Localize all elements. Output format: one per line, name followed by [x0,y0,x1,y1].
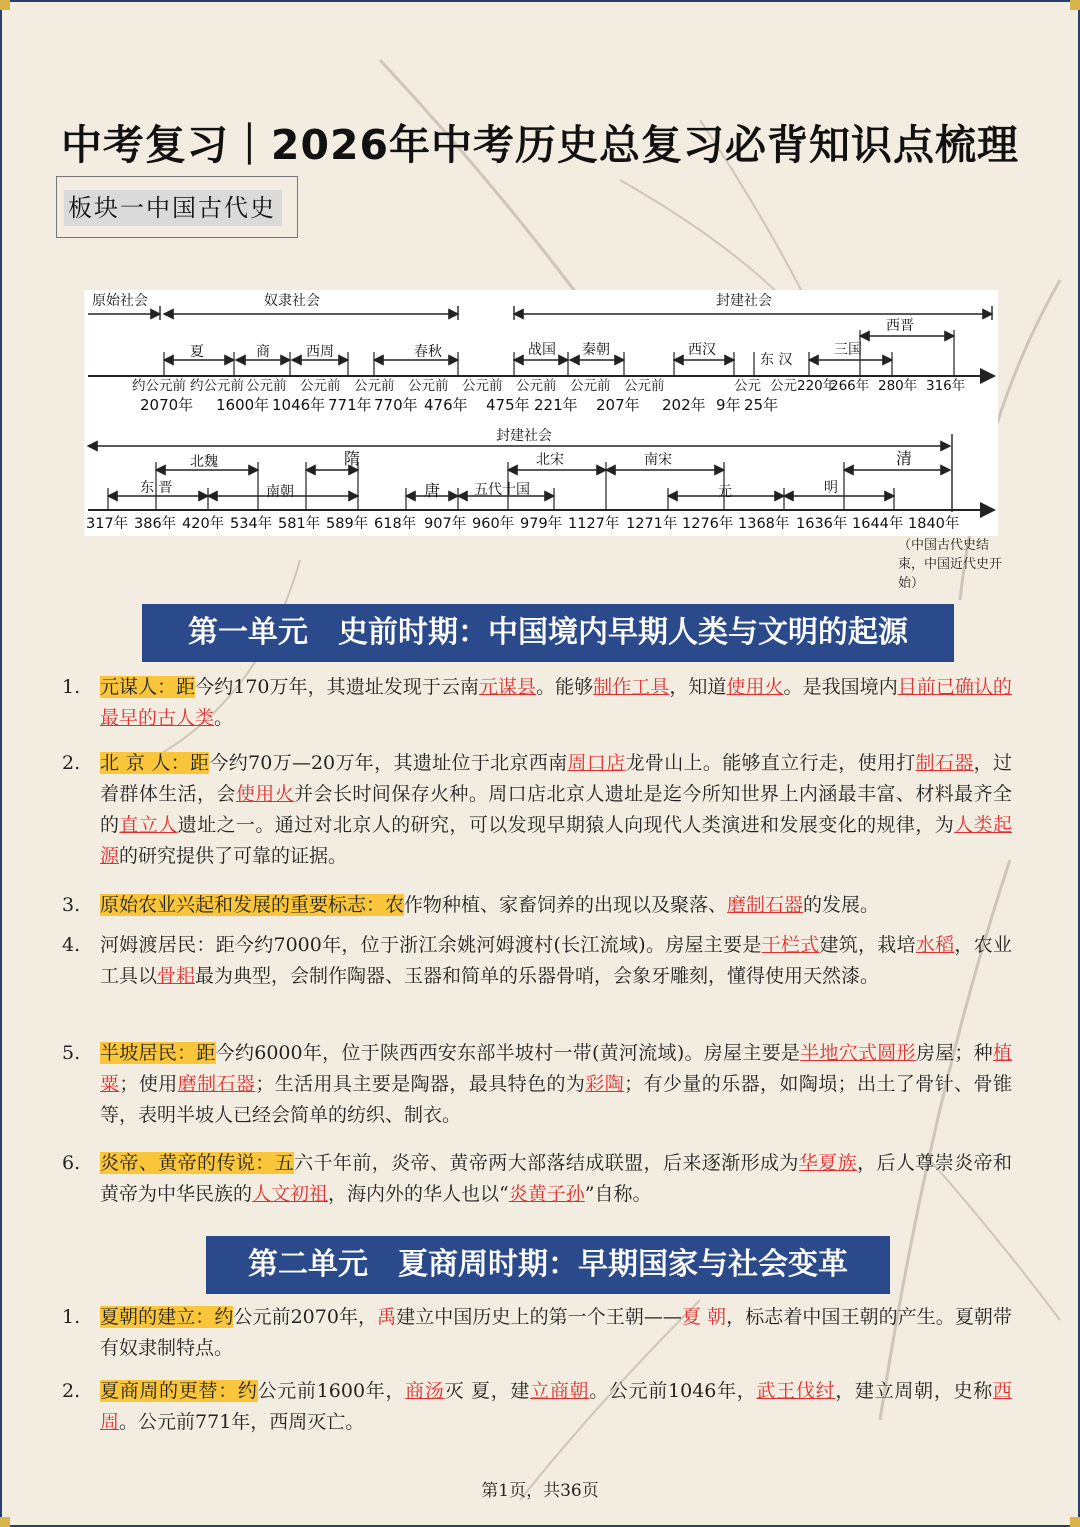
text-run: ；有少量的乐器，如陶埙；出土了骨针、骨锥等，表明半坡人已经会简单的纺织、制衣。 [100,1073,1012,1126]
key-term: 目前已确认的最早的古人类 [100,676,1012,729]
text-run: ；生活用具主要是陶器，最具特色的为 [255,1073,586,1095]
tl-year: 1127年 [568,516,620,532]
text-run: 。公元前1046年， [589,1380,757,1402]
text-run: 灭 夏，建 [444,1380,531,1402]
list-item [62,1148,1012,1210]
corner-ornament [0,0,10,10]
key-term: 磨制石器 [177,1073,256,1095]
tl-year: 1046年 [272,396,326,414]
key-term: 禹 [377,1306,397,1328]
text-run: 六千年前，炎帝、黄帝两大部落结成联盟，后来逐渐形成为 [294,1152,799,1174]
tl-year: 1276年 [682,516,734,532]
text-run: ，过着群体生活，会 [100,752,1012,805]
tl-era: 封建社会 [496,428,552,444]
text-run: 。能够 [536,676,594,698]
tl-period: 三国 [834,342,862,358]
tl-tick-label: 公元前 [516,378,557,394]
text-run: 建筑，栽培 [819,934,916,956]
tl-period: 东 晋 [140,480,173,496]
tl-year: 534年 [230,516,273,532]
page-title: 中考复习｜2026年中考历史总复习必背知识点梳理 [60,121,1020,169]
tl-tick-label: 公元 [734,378,761,394]
item-text [100,1038,1012,1131]
item-number: 2. [62,752,81,774]
item-number: 4. [62,934,81,956]
tl-period: 西周 [306,344,334,360]
tl-year: 476年 [424,396,468,414]
tl-tick-label: 公元220年 [770,378,837,394]
key-term: 西周 [100,1380,1012,1433]
key-term: 周口店 [567,752,626,774]
text-run: 河姆渡居民：距今约7000年，位于浙江余姚河姆渡村(长江流域)。房屋主要是 [100,934,762,956]
tl-period: 唐 [424,481,441,500]
key-term: 植粟 [100,1042,1012,1095]
key-term: 商汤 [405,1380,445,1402]
text-run: 龙骨山上。能够直立行走，使用打 [625,752,916,774]
tl-year: 420年 [182,516,225,532]
tl-period: 明 [824,480,838,496]
list-item [62,748,1012,872]
tl-period: 北魏 [190,454,218,470]
page-number: 第1页，共36页 [481,1481,599,1501]
unit-1-banner: 第一单元 史前时期：中国境内早期人类与文明的起源 [142,604,954,662]
tl-year: 960年 [472,516,515,532]
highlighted-term: 元谋人：距 [100,676,196,698]
text-run: 建立中国历史上的第一个王朝—— [396,1306,682,1328]
text-run: 最为典型，会制作陶器、玉器和简单的乐器骨哨，会象牙雕刻，懂得使用天然漆。 [195,965,880,987]
item-number: 2. [62,1380,81,1402]
text-run: 公元前2070年， [233,1306,378,1328]
tl-year: 581年 [278,516,321,532]
text-run: 的发展。 [803,894,880,916]
tl-tick-label: 约公元前 [190,378,244,394]
timeline-chart [84,290,998,536]
tl-era: 封建社会 [716,293,772,309]
text-run: 今约6000年，位于陕西西安东部半坡村一带(黄河流域)。房屋主要是 [215,1042,801,1064]
section-label: 板块一中国古代史 [64,190,282,226]
key-term: 华夏族 [798,1152,858,1174]
key-term: 磨制石器 [727,894,804,916]
key-term: 彩陶 [585,1073,625,1095]
tl-tick-label: 公元前 [246,378,287,394]
tl-period: 隋 [344,449,361,468]
text-run: ；使用 [119,1073,178,1095]
tl-year: 1644年 [852,516,904,532]
text-run: ，农业工具以 [100,934,1012,987]
corner-ornament [1070,1517,1080,1527]
tl-period: 商 [256,344,270,360]
tl-year: 907年 [424,516,467,532]
tl-period: 秦朝 [582,342,610,358]
tl-tick-label: 266年 [830,378,870,394]
highlighted-term: 半坡居民：距 [100,1042,216,1064]
timeline-note: （中国古代史结束，中国近代史开始） [898,538,1003,591]
key-term: 人文初祖 [252,1183,329,1205]
item-text [100,1302,1012,1364]
tl-tick-label: 公元前 [624,378,665,394]
key-term: 元谋县 [478,676,537,698]
key-term: 水稻 [915,934,955,956]
tl-year: 1600年 [216,396,270,414]
item-text [100,748,1012,872]
corner-ornament [0,1517,10,1527]
tl-year: 475年 [486,396,530,414]
tl-year: 2070年 [140,396,194,414]
tl-period: 夏 [190,344,204,360]
item-text [100,672,1012,734]
text-run: 今约70万—20万年，其遗址位于北京西南 [209,752,568,774]
tl-period: 西晋 [886,318,914,334]
key-term: 夏 朝 [681,1306,727,1328]
text-run: 今约170万年，其遗址发现于云南 [195,676,479,698]
unit-2-banner: 第二单元 夏商周时期：早期国家与社会变革 [206,1236,890,1294]
text-run: 公元前1600年， [257,1380,406,1402]
highlighted-term: 原始农业兴起和发展的重要标志：农 [100,894,405,916]
tl-year: 770年 [374,396,418,414]
text-run: 。 [214,707,234,729]
timeline-svg [84,290,998,536]
tl-year: 202年 [662,396,706,414]
item-number: 1. [62,1306,81,1328]
tl-tick-label: 约公元前 [132,378,186,394]
text-run: ”自称。 [584,1183,652,1205]
key-term: 干栏式 [761,934,820,956]
text-run: 房屋；种 [915,1042,993,1064]
tl-year: 979年 [520,516,563,532]
key-term: 制作工具 [593,676,670,698]
text-run: ，知道 [669,676,727,698]
list-item [62,1038,1012,1131]
tl-period: 东 汉 [760,352,793,368]
list-item [62,672,1012,734]
tl-era: 原始社会 [92,293,148,309]
text-run: 的研究提供了可靠的证据。 [119,845,348,867]
highlighted-term: 北 京 人：距 [100,752,210,774]
tl-year: 1368年 [738,516,790,532]
tl-period: 南宋 [644,452,672,468]
tl-year: 317年 [86,516,129,532]
tl-year: 25年 [744,396,779,414]
highlighted-term: 夏朝的建立：约 [100,1306,234,1328]
key-term: 制石器 [915,752,974,774]
text-run: ，标志着中国王朝的产生。夏朝带有奴隶制特点。 [100,1306,1012,1359]
tl-year: 207年 [596,396,640,414]
item-text [100,930,1012,992]
item-number: 1. [62,676,81,698]
item-text [100,890,1012,921]
text-run: 并会长时间保存火种。周口店北京人遗址是迄今所知世界上内涵最丰富、材料最齐全的 [100,783,1012,836]
item-number: 3. [62,894,81,916]
tl-year: 589年 [326,516,369,532]
text-run: ，建立周朝，史称 [835,1380,993,1402]
key-term: 半地穴式圆形 [800,1042,916,1064]
text-run: 遗址之一。通过对北京人的研究，可以发现早期猿人向现代人类演进和发展变化的规律，为 [177,814,955,836]
tl-tick-label: 公元前 [354,378,395,394]
key-term: 使用火 [235,783,295,805]
tl-tick-label: 316年 [926,378,966,394]
item-number: 5. [62,1042,81,1064]
text-run: ，海内外的华人也以“ [328,1183,509,1205]
tl-year: 9年 [716,396,741,414]
corner-ornament [1070,0,1080,10]
key-term: 直立人 [119,814,178,836]
tl-period: 北宋 [536,452,564,468]
tl-year: 1840年 [908,516,960,532]
tl-period: 战国 [528,342,556,358]
text-run: 。公元前771年，西周灭亡。 [119,1411,365,1433]
tl-year: 386年 [134,516,177,532]
tl-period: 西汉 [688,342,716,358]
highlighted-term: 夏商周的更替：约 [100,1380,258,1402]
tl-tick-label: 公元前 [570,378,611,394]
tl-era: 奴隶社会 [264,293,320,309]
key-term: 武王伐纣 [756,1380,836,1402]
key-term: 骨耜 [157,965,196,987]
tl-period: 南朝 [266,484,294,500]
tl-period: 五代十国 [474,482,530,498]
highlighted-term: 炎帝、黄帝的传说：五 [100,1152,295,1174]
key-term: 使用火 [726,676,784,698]
key-term: 人类起源 [100,814,1012,867]
tl-year: 771年 [328,396,372,414]
item-text [100,1376,1012,1438]
tl-period: 元 [718,484,732,500]
tl-period: 清 [896,449,913,468]
item-text [100,1148,1012,1210]
tl-year: 618年 [374,516,417,532]
list-item [62,1376,1012,1438]
item-number: 6. [62,1152,81,1174]
tl-year: 1271年 [626,516,678,532]
tl-tick-label: 280年 [878,378,918,394]
tl-year: 1636年 [796,516,848,532]
tl-tick-label: 公元前 [462,378,503,394]
text-run: ，后人尊崇炎帝和黄帝为中华民族的 [100,1152,1012,1205]
key-term: 炎黄子孙 [508,1183,585,1205]
key-term: 立商朝 [530,1380,590,1402]
list-item [62,1302,1012,1364]
list-item [62,930,1012,992]
text-run: 作物种植、家畜饲养的出现以及聚落、 [404,894,728,916]
tl-year: 221年 [534,396,578,414]
tl-period: 春秋 [414,344,442,360]
list-item [62,890,1012,921]
tl-tick-label: 公元前 [300,378,341,394]
tl-tick-label: 公元前 [408,378,449,394]
text-run: 。是我国境内 [783,676,898,698]
